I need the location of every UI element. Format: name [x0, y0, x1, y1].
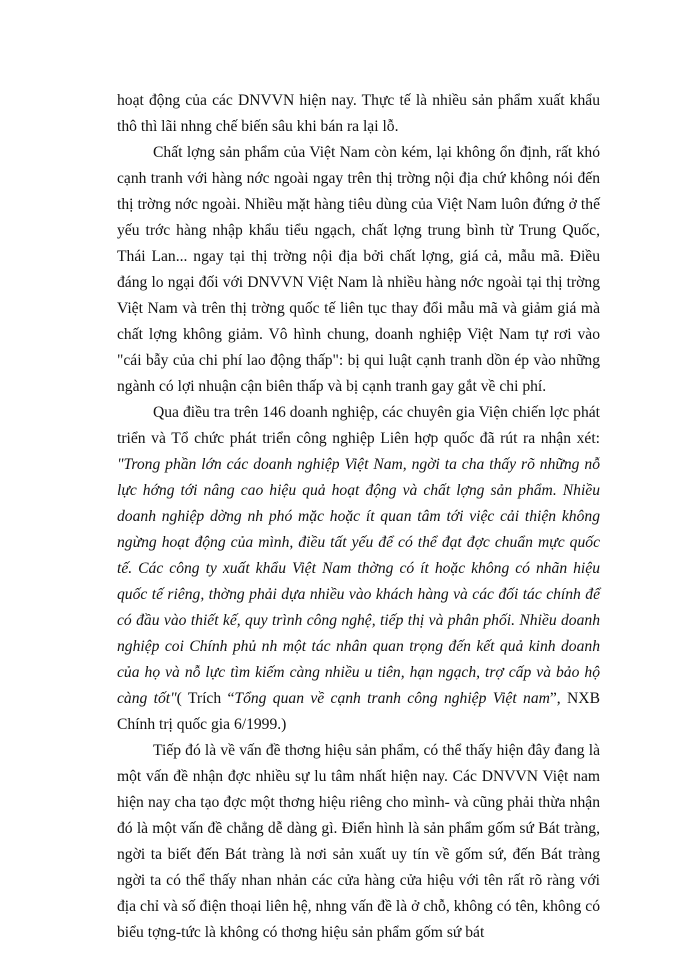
document-page [117, 88, 600, 946]
paragraph-2 [117, 140, 600, 400]
paragraph-4-text: Tiếp đó là về vấn đề thơng hiệu sản phẩm, có thể thấy hiện đây đang là một vấn đề nhận đợc nhiều sự lu tâm nhất hiện nay. Các DNVVN Việt nam hiện nay cha tạo đợc một thơng hiệu riêng cho mình- và cũng phải thừa nhận đó là một vấn đề chẳng dễ dàng gì. Điển hình là sản phẩm gốm sứ Bát tràng, ngời ta biết đến Bát tràng là nơi sản xuất uy tín về gốm sứ, đến Bát tràng ngời ta có thể thấy nhan nhản các cửa hàng cửa hiệu với tên rất rõ ràng với địa chỉ và số điện thoại liên hệ, nhng vấn đề là ở chỗ, không có tên, không có biểu tợng-tức là không có thơng hiệu sản phẩm gốm sứ bát [117, 742, 600, 941]
paragraph-2-text: Chất lợng sản phẩm của Việt Nam còn kém, lại không ổn định, rất khó cạnh tranh với hàng nớc ngoài ngay trên thị trờng nội địa chứ không nói đến thị trờng nớc ngoài. Nhiều mặt hàng tiêu dùng của Việt Nam luôn đứng ở thế yếu trớc hàng nhập khẩu tiểu ngạch, chất lợng trung bình từ Trung Quốc, Thái Lan... ngay tại thị trờng nội địa bởi chất lợng, giá cả, mẫu mã. Điều đáng lo ngại đối với DNVVN Việt Nam là nhiều hàng nớc ngoài tại thị trờng Việt Nam và trên thị trờng quốc tế liên tục thay đổi mẫu mã và giảm giá mà chất lợng không giảm. Vô hình chung, doanh nghiệp Việt Nam tự rơi vào "cái bẫy của chi phí lao động thấp": bị qui luật cạnh tranh dồn ép vào những ngành có lợi nhuận cận biên thấp và bị cạnh tranh gay gắt về chi phí. [117, 144, 600, 395]
paragraph-1 [117, 88, 600, 140]
paragraph-3 [117, 400, 600, 738]
paragraph-3-intro: Qua điều tra trên 146 doanh nghiệp, các chuyên gia Viện chiến lợc phát triển và Tổ chức phát triển công nghiệp Liên hợp quốc đã rút ra nhận xét: [117, 404, 600, 447]
paragraph-3-citation-open: ( Trích “ [176, 690, 235, 707]
paragraph-3-quote: "Trong phần lớn các doanh nghiệp Việt Nam, ngời ta cha thấy rõ những nỗ lực hớng tới nâng cao hiệu quả hoạt động và chất lợng sản phẩm. Nhiều doanh nghiệp dờng nh phó mặc hoặc ít quan tâm tới việc cải thiện không ngừng hoạt động của mình, điều tất yếu để có thể đạt đợc chuẩn mực quốc tế. Các công ty xuất khẩu Việt Nam thờng có ít hoặc không có nhãn hiệu quốc tế riêng, thờng phải dựa nhiều vào khách hàng và các đối tác chính để có đầu vào thiết kế, quy trình công nghệ, tiếp thị và phân phối. Nhiều doanh nghiệp coi Chính phủ nh một tác nhân quan trọng đến kết quả kinh doanh của họ và nỗ lực tìm kiếm càng nhiều u tiên, hạn ngạch, trợ cấp và bảo hộ càng tốt" [117, 456, 600, 707]
paragraph-3-citation-title: Tổng quan về cạnh tranh công nghiệp Việt nam [234, 690, 550, 707]
paragraph-1-text: hoạt động của các DNVVN hiện nay. Thực tế là nhiều sản phẩm xuất khẩu thô thì lãi nhng chế biến sâu khi bán ra lại lỗ. [117, 92, 600, 135]
paragraph-3-citation-close: ”, NXB Chính trị quốc gia 6/1999.) [117, 690, 600, 733]
paragraph-4 [117, 738, 600, 946]
